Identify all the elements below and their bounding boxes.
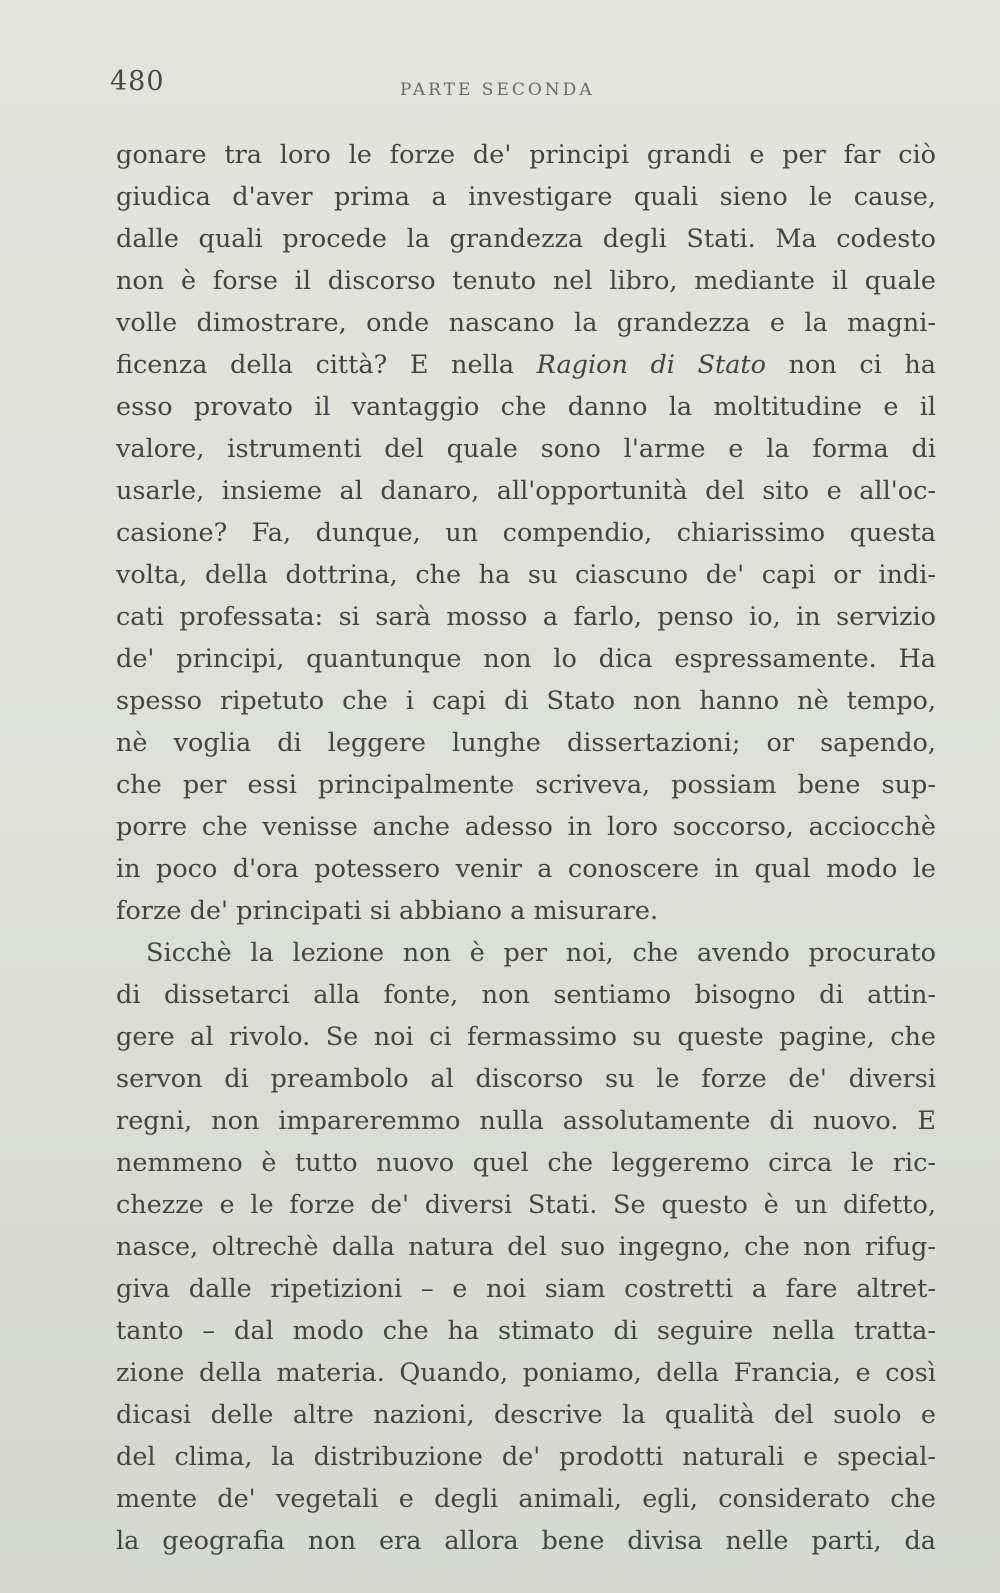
text-line: chezze e le forze de' diversi Stati. Se questo è un difetto, bbox=[116, 1190, 936, 1220]
text-line: la geografia non era allora bene divisa nelle parti, da bbox=[116, 1526, 936, 1556]
text-line: nasce, oltrechè dalla natura del suo ingegno, che non rifug- bbox=[116, 1232, 936, 1262]
text-line: volle dimostrare, onde nascano la grandezza e la magni- bbox=[116, 308, 936, 338]
text-line: non è forse il discorso tenuto nel libro, mediante il quale bbox=[116, 266, 936, 296]
text-line: spesso ripetuto che i capi di Stato non hanno nè tempo, bbox=[116, 686, 936, 716]
text-line: mente de' vegetali e degli animali, egli, considerato che bbox=[116, 1484, 936, 1514]
text-line: de' principi, quantunque non lo dica espressamente. Ha bbox=[116, 644, 936, 674]
text-line: in poco d'ora potessero venir a conoscere in qual modo le bbox=[116, 854, 936, 884]
text-line: dalle quali procede la grandezza degli Stati. Ma codesto bbox=[116, 224, 936, 254]
text-line: del clima, la distribuzione de' prodotti naturali e special- bbox=[116, 1442, 936, 1472]
page-number: 480 bbox=[110, 66, 165, 97]
text-line-italic-title: ficenza della città? E nella Ragion di Stato non ci ha bbox=[116, 350, 936, 380]
text-line: forze de' principati si abbiano a misurare. bbox=[116, 896, 659, 926]
text-line: servon di preambolo al discorso su le forze de' diversi bbox=[116, 1064, 936, 1094]
text-line: nè voglia di leggere lunghe dissertazioni; or sapendo, bbox=[116, 728, 936, 758]
text-line: porre che venisse anche adesso in loro soccorso, acciocchè bbox=[116, 812, 936, 842]
text-line: dicasi delle altre nazioni, descrive la qualità del suolo e bbox=[116, 1400, 936, 1430]
text-line: cati professata: si sarà mosso a farlo, penso io, in servizio bbox=[116, 602, 936, 632]
text-line: Sicchè la lezione non è per noi, che avendo procurato bbox=[146, 938, 936, 968]
book-title-italic: Ragion di Stato bbox=[536, 350, 767, 380]
paragraph-1 bbox=[116, 134, 936, 932]
text-line: esso provato il vantaggio che danno la moltitudine e il bbox=[116, 392, 936, 422]
text-line: regni, non impareremmo nulla assolutamente di nuovo. E bbox=[116, 1106, 936, 1136]
text-line: valore, istrumenti del quale sono l'arme e la forma di bbox=[116, 434, 936, 464]
text-line: di dissetarci alla fonte, non sentiamo bisogno di attin- bbox=[116, 980, 936, 1010]
text-line: gonare tra loro le forze de' principi grandi e per far ciò bbox=[116, 140, 936, 170]
text-line: giudica d'aver prima a investigare quali sieno le cause, bbox=[116, 182, 936, 212]
text-line: zione della materia. Quando, poniamo, della Francia, e così bbox=[116, 1358, 936, 1388]
text-line: giva dalle ripetizioni – e noi siam costretti a fare altret- bbox=[116, 1274, 936, 1304]
text-line: che per essi principalmente scriveva, possiam bene sup- bbox=[116, 770, 936, 800]
text-line: casione? Fa, dunque, un compendio, chiarissimo questa bbox=[116, 518, 936, 548]
text-line: volta, della dottrina, che ha su ciascuno de' capi or indi- bbox=[116, 560, 936, 590]
text-line: usarle, insieme al danaro, all'opportunità del sito e all'oc- bbox=[116, 476, 936, 506]
body-text bbox=[116, 134, 936, 1562]
running-head: PARTE SECONDA bbox=[400, 80, 595, 100]
text-line: tanto – dal modo che ha stimato di seguire nella tratta- bbox=[116, 1316, 936, 1346]
text-line: gere al rivolo. Se noi ci fermassimo su queste pagine, che bbox=[116, 1022, 936, 1052]
text-line: nemmeno è tutto nuovo quel che leggeremo circa le ric- bbox=[116, 1148, 936, 1178]
paragraph-2 bbox=[116, 932, 936, 1562]
